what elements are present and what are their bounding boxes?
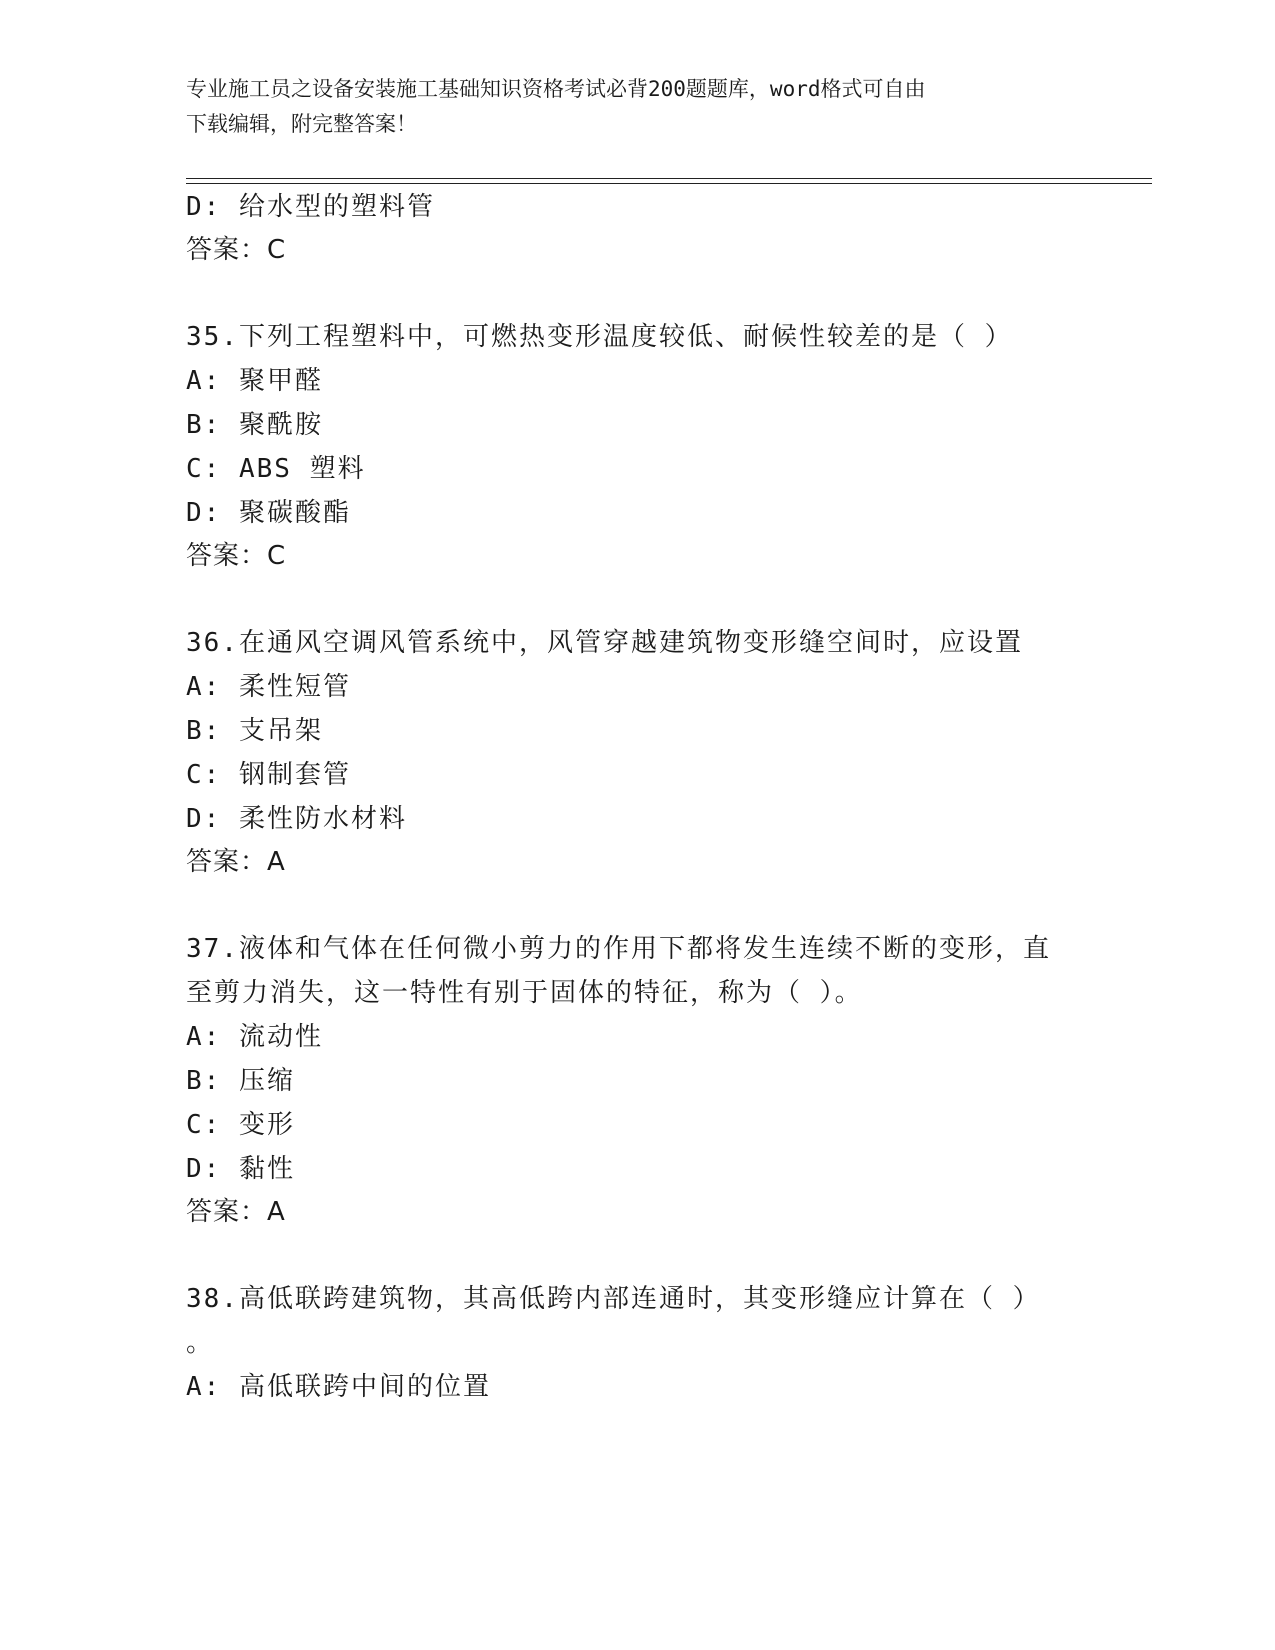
q35-option-d: D: 聚碳酸酯 <box>186 498 351 528</box>
q36-option-d: D: 柔性防水材料 <box>186 804 407 834</box>
q35-text: 35.下列工程塑料中，可燃热变形温度较低、耐候性较差的是（ ） <box>186 322 1013 352</box>
q36-option-a: A: 柔性短管 <box>186 672 351 702</box>
header-line-1: 专业施工员之设备安装施工基础知识资格考试必背200题题库，word格式可自由 <box>186 77 926 101</box>
prev-answer: 答案：C <box>186 235 287 265</box>
q35-answer: 答案：C <box>186 541 287 571</box>
q35-option-c: C: ABS 塑料 <box>186 454 366 484</box>
q38-text-line-2: 。 <box>186 1328 215 1358</box>
q36-option-b: B: 支吊架 <box>186 716 323 746</box>
q38-option-a: A: 高低联跨中间的位置 <box>186 1372 491 1402</box>
q37-option-a: A: 流动性 <box>186 1022 323 1052</box>
q37-option-b: B: 压缩 <box>186 1066 295 1096</box>
q35-option-b: B: 聚酰胺 <box>186 410 323 440</box>
q36-answer: 答案：A <box>186 847 286 877</box>
document-header <box>186 72 1086 142</box>
q37-text-line-2: 至剪力消失，这一特性有别于固体的特征，称为（ ）。 <box>186 978 863 1008</box>
header-rule-top <box>186 178 1152 179</box>
q35-option-a: A: 聚甲醛 <box>186 366 323 396</box>
q38-text-line-1: 38.高低联跨建筑物，其高低跨内部连通时，其变形缝应计算在（ ） <box>186 1284 1041 1314</box>
q37-option-c: C: 变形 <box>186 1110 295 1140</box>
q37-option-d: D: 黏性 <box>186 1154 295 1184</box>
q36-text: 36.在通风空调风管系统中，风管穿越建筑物变形缝空间时，应设置 <box>186 628 1023 658</box>
q37-text-line-1: 37.液体和气体在任何微小剪力的作用下都将发生连续不断的变形，直 <box>186 934 1051 964</box>
header-line-2: 下载编辑，附完整答案！ <box>186 112 417 136</box>
header-rule-bottom <box>186 183 1152 184</box>
prev-option-d: D: 给水型的塑料管 <box>186 192 435 222</box>
q37-answer: 答案：A <box>186 1197 286 1227</box>
q36-option-c: C: 钢制套管 <box>186 760 351 790</box>
